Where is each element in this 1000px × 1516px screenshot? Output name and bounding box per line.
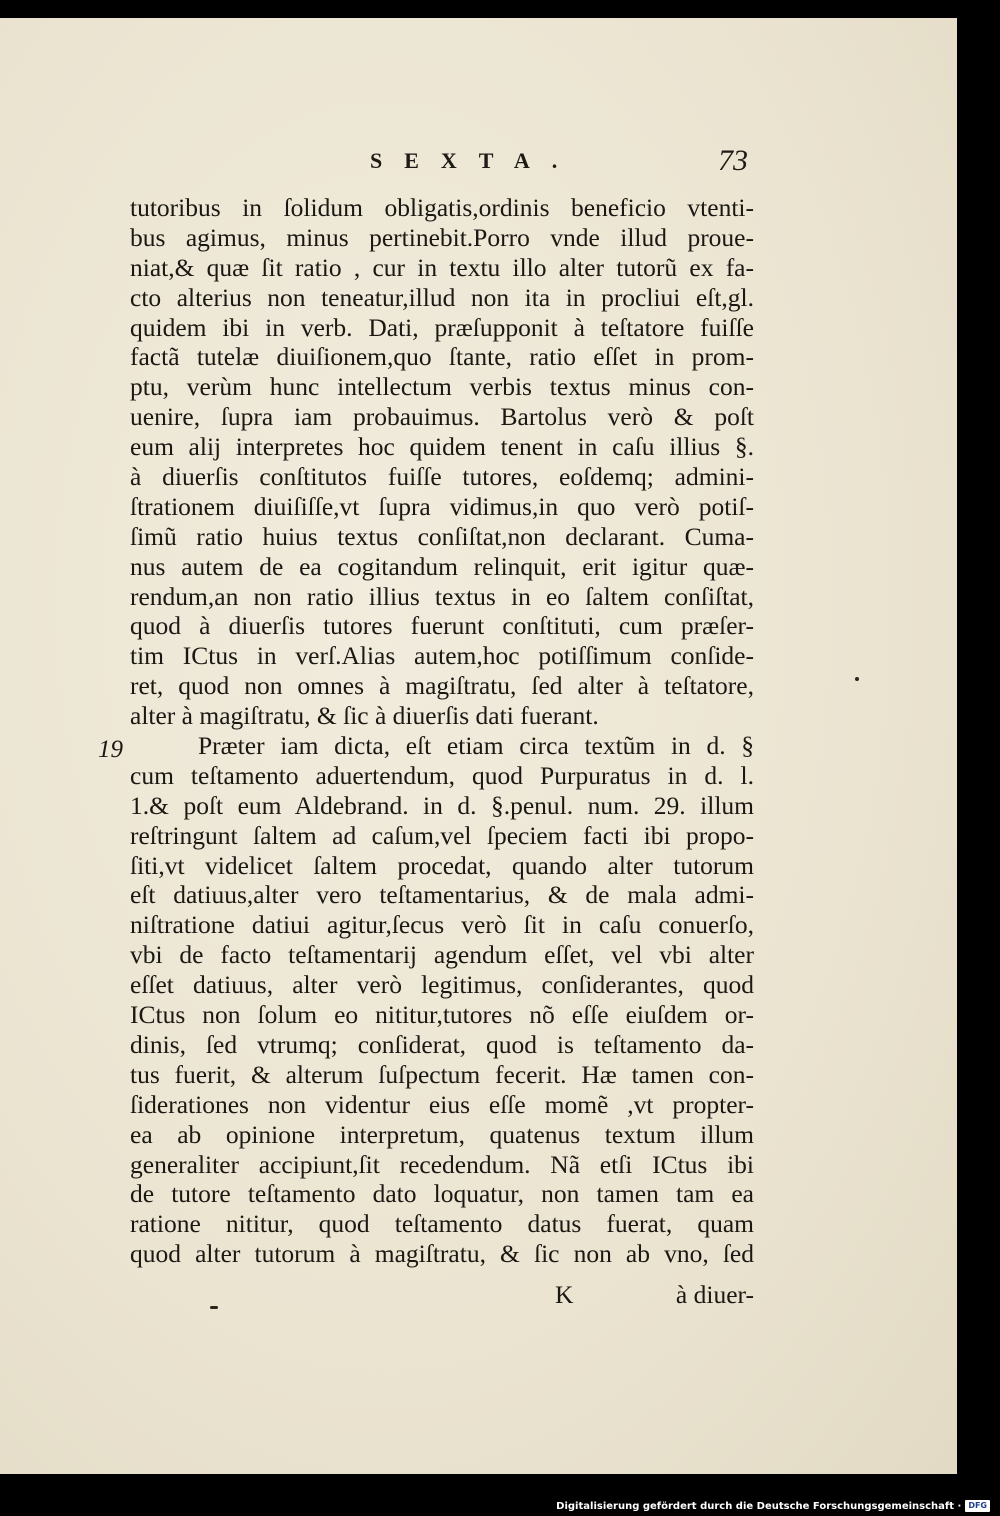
text-line: reſtringunt ſaltem ad caſum,vel ſpeciem facti ibi propo- [130, 820, 754, 850]
text-line: alter à magiſtratu, & ſic à diuerſis dati fuerant. [130, 701, 599, 731]
ink-speck [855, 677, 859, 681]
text-line: tus fuerit, & alterum ſuſpectum fecerit. Hæ tamen con- [130, 1059, 754, 1089]
text-line: eſſet datiuus, alter verò legitimus, conſiderantes, quod [130, 970, 754, 1000]
text-line: generaliter accipiunt,ſit recedendum. Nã etſi ICtus ibi [130, 1149, 754, 1179]
page-header [0, 144, 957, 184]
text-line: ratione nititur, quod teſtamento datus fuerat, quam [130, 1209, 754, 1239]
text-line: factã tutelæ diuiſionem,quo ſtante, ratio eſſet in prom- [130, 342, 754, 372]
text-line: ſimũ ratio huius textus conſiſtat,non declarant. Cuma- [130, 521, 754, 551]
text-line: niat,& quæ ſit ratio , cur in textu illo alter tutorũ ex fa- [130, 252, 754, 282]
text-line: uenire, ſupra iam probauimus. Bartolus verò & poſt [130, 402, 754, 432]
text-line: eſt datiuus,alter vero teſtamentarius, & de mala admi- [130, 880, 754, 910]
text-line: à diuerſis conſtitutos fuiſſe tutores, eoſdemq; admini- [130, 462, 754, 492]
text-line: ICtus non ſolum eo nititur,tutores nõ eſſe eiuſdem or- [130, 1000, 754, 1030]
text-line: ptu, verùm hunc intellectum verbis textus minus con- [130, 372, 754, 402]
text-line: ſiti,vt videlicet ſaltem procedat, quando alter tutorum [130, 850, 754, 880]
text-line: quod à diuerſis tutores fuerunt conſtituti, cum præſer- [130, 611, 754, 641]
text-line: tutoribus in ſolidum obligatis,ordinis beneficio vtenti- [130, 193, 754, 222]
text-line: ſiderationes non videntur eius eſſe momẽ ,vt propter- [130, 1089, 754, 1119]
text-line: ea ab opinione interpretum, quatenus textum illum [130, 1119, 754, 1149]
book-page [0, 18, 957, 1474]
signature-mark: K [555, 1280, 574, 1309]
text-line: tim ICtus in verſ.Alias autem,hoc potiſſimum conſide- [130, 641, 754, 671]
catchword: à diuer- [675, 1280, 754, 1309]
text-line: eum alij interpretes hoc quidem tenent in caſu illius §. [130, 432, 754, 462]
text-line: vbi de facto teſtamentarij agendum eſſet, vel vbi alter [130, 940, 754, 970]
text-line: dinis, ſed vtrumq; conſiderat, quod is teſtamento da- [130, 1029, 754, 1059]
text-line: de tutore teſtamento dato loquatur, non tamen tam ea [130, 1179, 754, 1209]
text-line: nus autem de ea cogitandum relinquit, erit igitur quæ- [130, 551, 754, 581]
text-line: bus agimus, minus pertinebit.Porro vnde illud proue- [130, 222, 754, 252]
text-line: cum teſtamento aduertendum, quod Purpuratus in d. l. [130, 760, 754, 790]
text-line: rendum,an non ratio illius textus in eo ſaltem conſiſtat, [130, 581, 754, 611]
text-line: 1.& poſt eum Aldebrand. in d. §.penul. num. 29. illum [130, 790, 754, 820]
text-line: cto alterius non teneatur,illud non ita in procliui eſt,gl. [130, 282, 754, 312]
page-number: 73 [718, 144, 748, 177]
text-line: ſtrationem diuiſiſſe,vt ſupra vidimus,in quo verò potiſ- [130, 491, 754, 521]
credit-text: Digitalisierung gefördert durch die Deutsche Forschungsgemeinschaft · [556, 1500, 962, 1512]
marginal-paragraph-number: 19 [98, 736, 123, 763]
catchline [130, 1280, 754, 1310]
body-text [130, 193, 754, 1269]
text-line: ret, quod non omnes à magiſtratu, ſed alter à teſtatore, [130, 671, 754, 701]
ink-speck [210, 1306, 218, 1309]
running-head: SEXTA. [370, 148, 580, 173]
text-line: quod alter tutorum à magiſtratu, & ſic non ab vno, ſed [130, 1239, 754, 1269]
text-line: quidem ibi in verb. Dati, præſupponit à teſtatore fuiſſe [130, 312, 754, 342]
text-line: Præter iam dicta, eſt etiam circa textũm in d. § [198, 731, 754, 761]
digitization-credit [556, 1498, 990, 1514]
text-line: niſtratione datiui agitur,ſecus verò ſit in caſu conuerſo, [130, 910, 754, 940]
dfg-logo: DFG [965, 1500, 990, 1512]
